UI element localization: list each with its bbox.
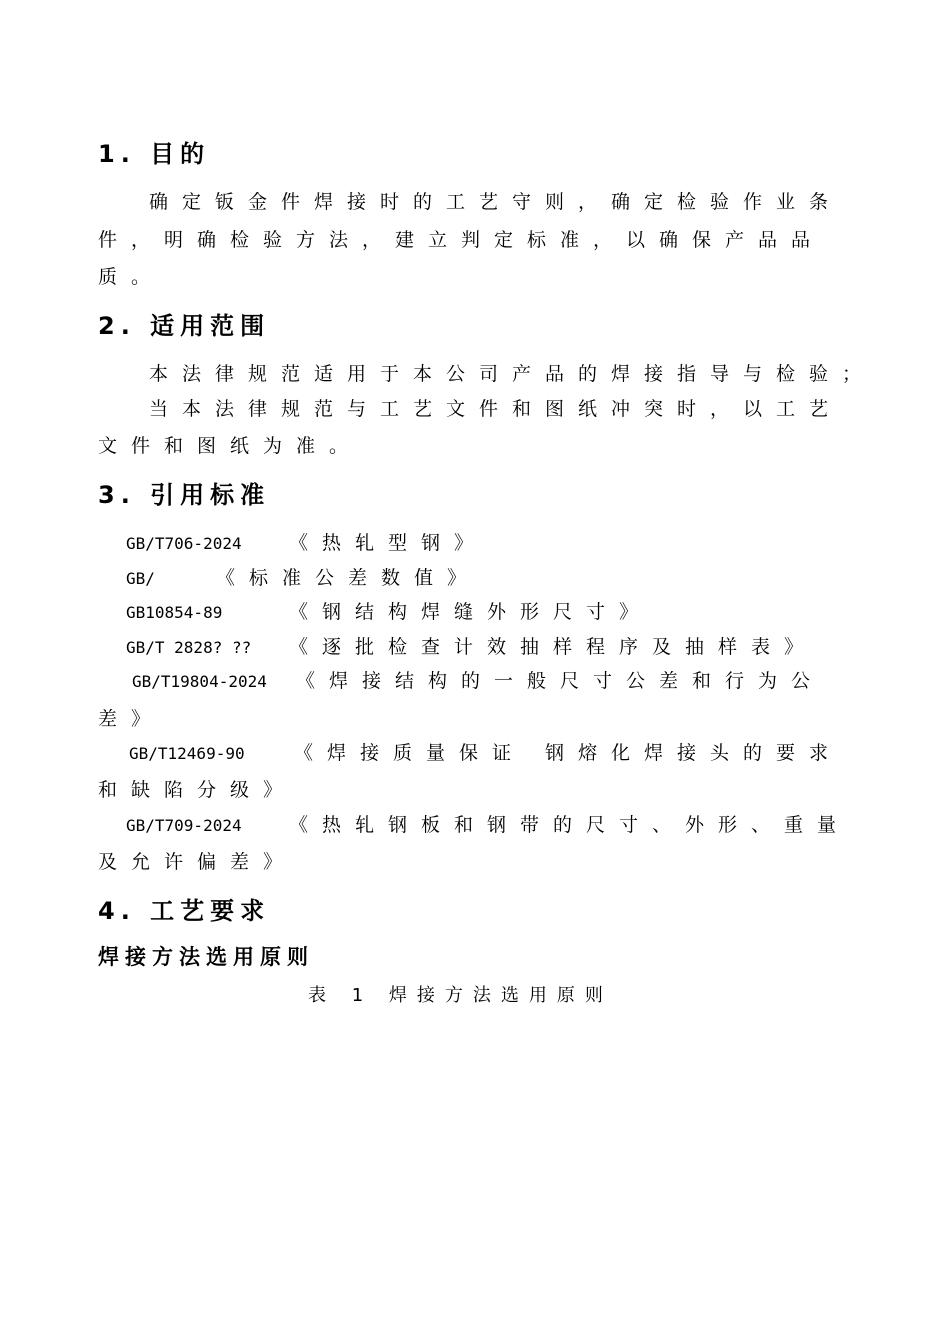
reference-code: GB/T12469-90 xyxy=(129,744,245,763)
section-3-heading: 3. 引用标准 xyxy=(98,481,271,509)
section-2-text-line: 当本法律规范与工艺文件和图纸冲突时，以工艺 xyxy=(149,398,843,420)
reference-title: 《焊接质量保证 钢熔化焊接头的要求 xyxy=(294,742,843,764)
reference-continuation: 和缺陷分级》 xyxy=(98,779,297,801)
reference-code: GB/T709-2024 xyxy=(126,816,242,835)
table-caption: 表 1 焊接方法选用原则 xyxy=(308,985,613,1006)
section-1-text-line: 质。 xyxy=(98,266,165,288)
reference-code: GB10854-89 xyxy=(126,603,223,622)
reference-item xyxy=(132,666,824,693)
reference-title: 《焊接结构的一般尺寸公差和行为公 xyxy=(296,670,825,692)
subsection-heading: 焊接方法选用原则 xyxy=(98,945,314,969)
reference-continuation: 差》 xyxy=(98,708,165,730)
reference-item xyxy=(126,810,850,837)
reference-item xyxy=(126,528,487,555)
reference-code: GB/ xyxy=(126,569,155,588)
reference-title: 《热轧钢板和钢带的尺寸、外形、重量 xyxy=(289,814,851,836)
reference-item xyxy=(129,738,842,765)
section-2-heading: 2. 适用范围 xyxy=(98,312,271,340)
reference-title: 《热轧型钢》 xyxy=(289,532,488,554)
reference-code: GB/T19804-2024 xyxy=(132,672,267,691)
reference-code: GB/T 2828? ?? xyxy=(126,638,252,657)
section-2-text-line: 本法律规范适用于本公司产品的焊接指导与检验； xyxy=(149,363,876,385)
reference-item xyxy=(126,597,652,624)
reference-continuation: 及允许偏差》 xyxy=(98,851,297,873)
section-1-text-line: 件，明确检验方法，建立判定标准，以确保产品品 xyxy=(98,229,825,251)
section-2-text-line: 文件和图纸为准。 xyxy=(98,435,363,457)
reference-code: GB/T706-2024 xyxy=(126,534,242,553)
reference-title: 《逐批检查计效抽样程序及抽样表》 xyxy=(289,636,818,658)
reference-title: 《标准公差数值》 xyxy=(216,567,481,589)
reference-item xyxy=(126,563,480,590)
reference-title: 《钢结构焊缝外形尺寸》 xyxy=(289,601,653,623)
section-1-heading: 1. 目的 xyxy=(98,140,211,168)
section-1-text-line: 确定钣金件焊接时的工艺守则，确定检验作业条 xyxy=(149,191,843,213)
reference-item xyxy=(126,632,817,659)
section-4-heading: 4. 工艺要求 xyxy=(98,897,271,925)
